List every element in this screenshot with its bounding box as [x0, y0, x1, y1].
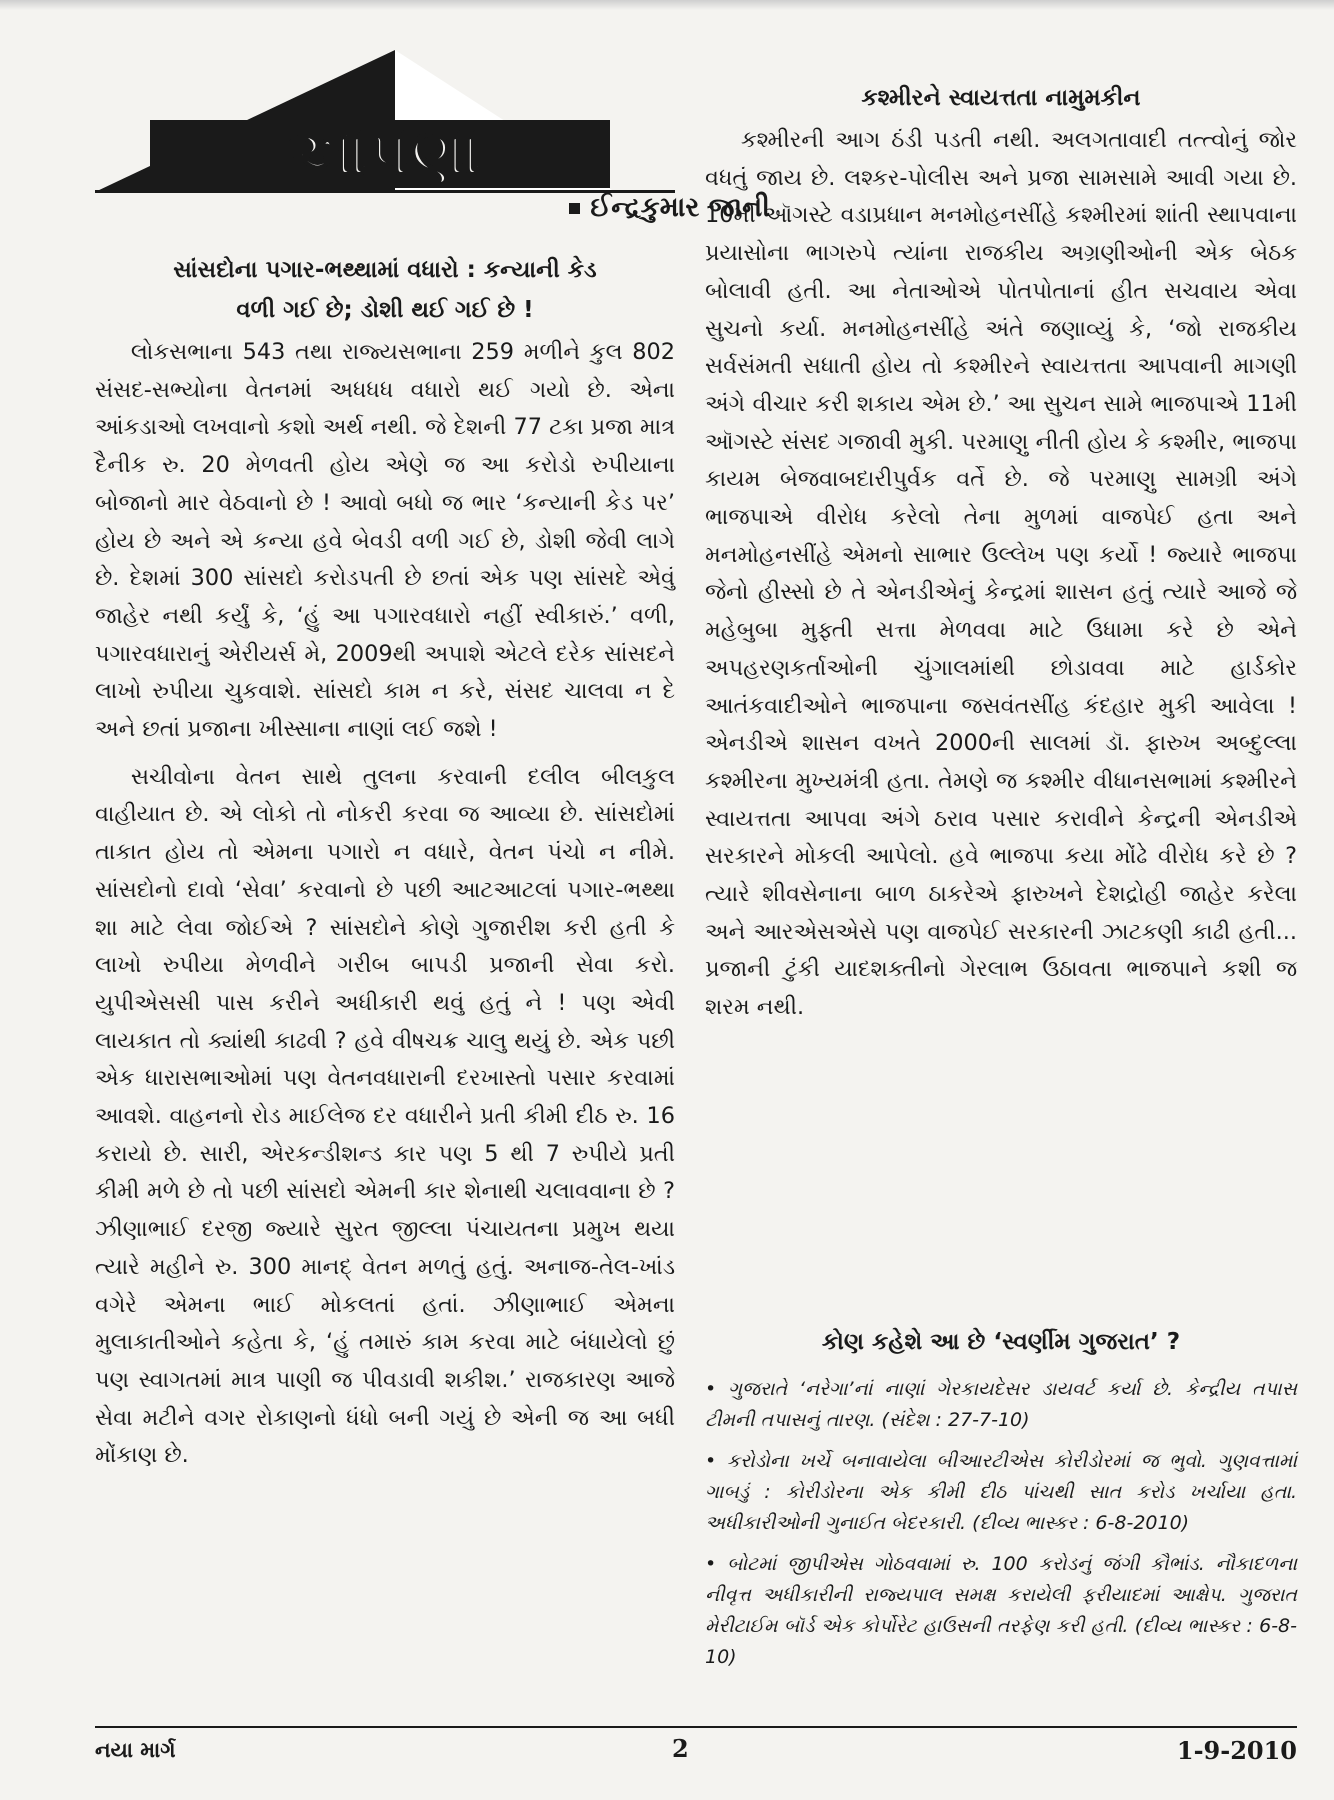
left-article: [95, 250, 675, 1475]
masthead-title: [165, 116, 605, 189]
author-name: ઈન્દ્રકુમાર જાની: [590, 192, 770, 223]
page-top-edge: [0, 0, 1334, 10]
right-article: [705, 78, 1297, 1027]
list-item: • બોટમાં જીપીએસ ગોઠવવામાં રુ. 100 કરોડનું જંગી કૌભાંડ. નૌકાદળના નીવૃત્ત અધીકારીની રાજ્યપાલ સમક્ષ કરાયેલી ફરીયાદમાં આક્ષેપ. ગુજરાત મેરીટાઈમ બૉર્ડ એક કોર્પોરેટ હાઉસની તરફેણ કરી હતી. (દીવ્ય ભાસ્કર : 6-8-10): [705, 1549, 1297, 1673]
left-article-paragraph-1: લોકસભાના 543 તથા રાજ્યસભાના 259 મળીને કુલ 802 સંસદ-સભ્યોના વેતનમાં અધધધ વધારો થઈ ગયો છે. એના આંકડાઓ લખવાનો કશો અર્થ નથી. જે દેશની 77 ટકા પ્રજા માત્ર દૈનીક રુ. 20 મેળવતી હોય એણે જ આ કરોડો રુપીયાના બોજાનો માર વેઠવાનો છે ! આવો બધો જ ભાર ‘કન્યાની કેડ પર’ હોય છે અને એ કન્યા હવે બેવડી વળી ગઈ છે, ડોશી જેવી લાગે છે. દેશમાં 300 સાંસદો કરોડપતી છે છતાં એક પણ સાંસદે એવું જાહેર નથી કર્યું કે, ‘હું આ પગારવધારો નહીં સ્વીકારું.’ વળી, પગારવધારાનું એરીયર્સ મે, 2009થી અપાશે એટલે દરેક સાંસદને લાખો રુપીયા ચુકવાશે. સાંસદો કામ ન કરે, સંસદ ચાલવા ન દે અને છતાં પ્રજાના ખીસ્સાના નાણાં લઈ જશે !: [95, 339, 675, 743]
list-item: • કરોડોના ખર્ચે બનાવાયેલા બીઆરટીએસ કોરીડોરમાં જ ભુવો. ગુણવત્તામાં ગાબડું : કોરીડોરના એક કીમી દીઠ પાંચથી સાત કરોડ ખર્ચાયા હતા. અધીકારીઓની ગુનાઈત બેદરકારી. (દીવ્ય ભાસ્કર : 6-8-2010): [705, 1446, 1297, 1539]
issue-date: 1-9-2010: [1176, 1736, 1297, 1765]
column-masthead: [95, 50, 770, 230]
left-article-heading-line-2: વળી ગઈ છે; ડોશી થઈ ગઈ છે !: [236, 297, 534, 323]
left-article-heading-line-1: સાંસદોના પગાર-ભથ્થામાં વધારો : કન્યાની કેડ: [173, 257, 597, 283]
right-article-heading: કશ્મીરને સ્વાયત્તતા નામુમકીન: [861, 85, 1141, 111]
swarnim-gujarat-box: [705, 1322, 1297, 1683]
swarnim-gujarat-heading: કોણ કહેશે આ છે ‘સ્વર્ણીમ ગુજરાત’ ?: [821, 1329, 1181, 1355]
left-article-paragraph-2: સચીવોના વેતન સાથે તુલના કરવાની દલીલ બીલકુલ વાહીયાત છે. એ લોકો તો નોકરી કરવા જ આવ્યા છે. સાંસદોમાં તાકાત હોય તો એમના પગારો ન વધારે, વેતન પંચો ન નીમે. સાંસદોનો દાવો ‘સેવા’ કરવાનો છે પછી આટઆટલાં પગાર-ભથ્થા શા માટે લેવા જોઈએ ? સાંસદોને કોણે ગુજારીશ કરી હતી કે લાખો રુપીયા મેળવીને ગરીબ બાપડી પ્રજાની સેવા કરો. યુપીએસસી પાસ કરીને અધીકારી થવું હતું ને ! પણ એવી લાયકાત તો ક્યાંથી કાઢવી ? હવે વીષચક્ર ચાલુ થયું છે. એક પછી એક ધારાસભાઓમાં પણ વેતનવધારાની દરખાસ્તો પસાર કરવામાં આવશે. વાહનનો રોડ માઈલેજ દર વધારીને પ્રતી કીમી દીઠ રુ. 16 કરાયો છે. સારી, એરકન્ડીશન્ડ કાર પણ 5 થી 7 રુપીયે પ્રતી કીમી મળે છે તો પછી સાંસદો એમની કાર શેનાથી ચલાવવાના છે ? ઝીણાભાઈ દરજી જ્યારે સુરત જીલ્લા પંચાયતના પ્રમુખ થયા ત્યારે મહીને રુ. 300 માનદ્ વેતન મળતું હતું. અનાજ-તેલ-ખાંડ વગેરે એમના ભાઈ મોકલતાં હતાં. ઝીણાભાઈ એમના મુલાકાતીઓને કહેતા કે, ‘હું તમારું કામ કરવા માટે બંધાયેલો છું પણ સ્વાગતમાં માત્ર પાણી જ પીવડાવી શકીશ.’ રાજકારણ આજે સેવા મટીને વગર રોકાણનો ધંધો બની ગયું છે એની જ આ બધી મોંકાણ છે.: [95, 763, 675, 1469]
masthead-title-text: આપણા: [287, 116, 483, 189]
right-article-paragraph: કશ્મીરની આગ ઠંડી પડતી નથી. અલગતાવાદી તત્ત્વોનું જોર વધતું જાય છે. લશ્કર-પોલીસ અને પ્રજા સામસામે આવી ગયા છે. 10મી ઑગસ્ટે વડાપ્રધાન મનમોહનસીંહે કશ્મીરમાં શાંતી સ્થાપવાના પ્રયાસોના ભાગરુપે ત્યાંના રાજકીય અગ્રણીઓની એક બેઠક બોલાવી હતી. આ નેતાઓએ પોતપોતાનાં હીત સચવાય એવા સુચનો કર્યા. મનમોહનસીંહે અંતે જણાવ્યું કે, ‘જો રાજકીય સર્વસંમતી સધાતી હોય તો કશ્મીરને સ્વાયત્તતા આપવાની માગણી અંગે વીચાર કરી શકાય એમ છે.’ આ સુચન સામે ભાજપાએ 11મી ઑગસ્ટે સંસદ ગજાવી મુકી. પરમાણુ નીતી હોય કે કશ્મીર, ભાજપા કાયમ બેજવાબદારીપુર્વક વર્તે છે. જે પરમાણુ સામગ્રી અંગે ભાજપાએ વીરોધ કરેલો તેના મુળમાં વાજપેઈ હતા અને મનમોહનસીંહે એમનો સાભાર ઉલ્લેખ પણ કર્યો ! જ્યારે ભાજપા જેનો હીસ્સો છે તે એનડીએનું કેન્દ્રમાં શાસન હતું ત્યારે આજે જે મહેબુબા મુફ્તી સત્તા મેળવવા માટે ઉધામા કરે છે એને અપહરણકર્તાઓની ચુંગાલમાંથી છોડાવવા માટે હાર્ડકોર આતંકવાદીઓને ભાજપાના જસવંતસીંહ કંદહાર મુકી આવેલા ! એનડીએ શાસન વખતે 2000ની સાલમાં ડૉ. ફારુખ અબ્દુલ્લા કશ્મીરના મુખ્યમંત્રી હતા. તેમણે જ કશ્મીર વીધાનસભામાં કશ્મીરને સ્વાયત્તતા આપવા અંગે ઠરાવ પસાર કરાવીને કેન્દ્રની એનડીએ સરકારને મોકલી આપેલો. હવે ભાજપા કયા મોંઢે વીરોધ કરે છે ? ત્યારે શીવસેનાના બાળ ઠાકરેએ ફારુખને દેશદ્રોહી જાહેર કરેલા અને આરએસએસે પણ વાજપેઈ સરકારની ઝાટકણી કાઢી હતી... પ્રજાની ટુંકી યાદશક્તીનો ગેરલાભ ઉઠાવતા ભાજપાને કશી જ શરમ નથી.: [705, 127, 1297, 1021]
swarnim-gujarat-list: [705, 1374, 1297, 1673]
square-bullet-icon: [569, 203, 580, 214]
list-item: • ગુજરાતે ‘નરેગા’નાં નાણાં ગેરકાયદેસર ડાયવર્ટ કર્યા છે. કેન્દ્રીય તપાસ ટીમની તપાસનું તારણ. (સંદેશ : 27-7-10): [705, 1374, 1297, 1436]
footer-rule: [95, 1726, 1297, 1728]
publication-name: નયા માર્ગ: [95, 1738, 176, 1762]
page-number: 2: [672, 1734, 689, 1763]
